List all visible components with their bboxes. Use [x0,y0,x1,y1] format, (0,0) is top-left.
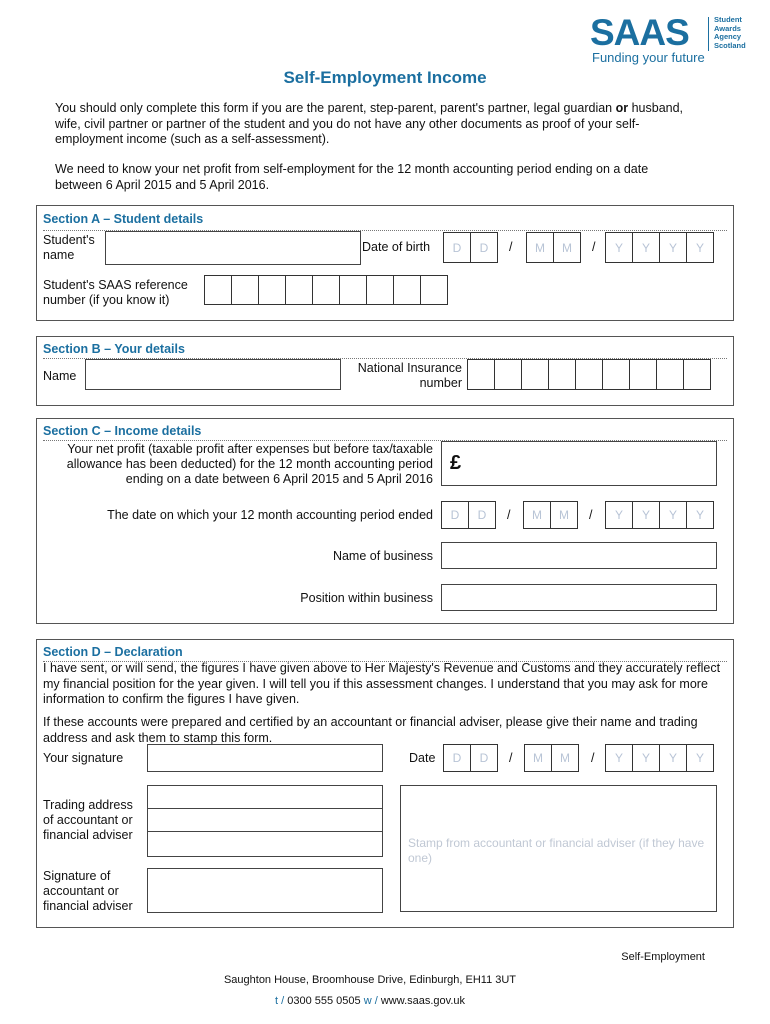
tagline: Funding your future [592,50,705,65]
adviser-signature-input[interactable] [147,868,383,913]
section-c-title: Section C – Income details [43,424,202,438]
trading-address-label: Trading address of accountant or financial adviser [43,798,133,842]
signature-date-day-cells[interactable]: D D [443,744,498,772]
section-c: Section C – Income details Your net profit (taxable profit after expenses but before tax/taxable allowance has been deducted) for the 12 month accounting period ending on a date between 6 April 2015 and 5 April 2016 £ The date on which your 12 month accounting period ended D D / M M / Y Y Y Y Name of business Position within business [36,418,734,624]
intro-paragraph-2: We need to know your net profit from self-employment for the 12 month accounting period ending on a date between 6 April 2015 and 5 April 2016. [55,162,649,192]
business-name-input[interactable] [441,542,717,569]
section-b-title: Section B – Your details [43,342,185,356]
period-end-month-cells[interactable]: M M [523,501,578,529]
stamp-box[interactable] [400,785,717,912]
logo-text: SAAS [590,12,689,53]
dob-year-cells[interactable]: Y Y Y Y [605,232,714,263]
section-d: Section D – Declaration I have sent, or will send, the figures I have given above to Her Majesty's Revenue and Customs and they accurately reflect my financial position for the year given. I will tell you if this assessment changes. I understand that you may ask for more information to confirm the figures I have given. If these accounts were prepared and certified by an accountant or financial adviser, please give their name and trading address and ask them to stamp this form. Your signature Date D D / M M / Y Y Y Y Trading address of accountant or financial adviser Stamp from accountant or financial adviser (if they have one) Signature of accountant or financial adviser [36,639,734,928]
declaration-text: I have sent, or will send, the figures I have given above to Her Majesty's Revenue and Customs and they accurately reflect my financial position for the year given. I will tell you if this assessment changes. I understand that you may ask for more information to confirm the figures I have given. [43,661,721,706]
dob-day-cells[interactable]: D D [443,232,498,263]
footer-form-name: Self-Employment [621,951,705,963]
trading-address-line-1[interactable] [147,785,383,809]
logo-side-text: Student Awards Agency Scotland [714,15,746,50]
position-label: Position within business [300,591,433,605]
saas-ref-cells[interactable] [204,275,448,305]
pound-sign: £ [450,452,462,474]
period-end-day-cells[interactable]: D D [441,501,496,529]
name-label: Name [43,369,77,383]
ni-number-cells[interactable] [467,359,711,390]
saas-logo [590,14,750,66]
trading-address-line-3[interactable] [147,831,383,857]
stamp-placeholder: Stamp from accountant or financial adviser (if they have one) [408,836,705,865]
section-d-title: Section D – Declaration [43,645,183,659]
footer-contact: t / 0300 555 0505 w / www.saas.gov.uk [274,995,466,1007]
trading-address-line-2[interactable] [147,808,383,832]
business-name-label: Name of business [332,549,433,563]
section-a: Section A – Student details Student's name Date of birth D D / M M / Y Y Y Y Student's SAAS reference number (if you know it) [36,205,734,321]
net-profit-label: Your net profit (taxable profit after expenses but before tax/taxable allowance has been deducted) for the 12 month accounting period ending on a date between 6 April 2015 and 5 April 2016 [66,442,433,486]
student-name-label: Student's name [43,233,95,262]
signature-date-year-cells[interactable]: Y Y Y Y [605,744,714,772]
dob-label: Date of birth [362,240,431,254]
your-signature-label: Your signature [43,751,124,765]
section-a-title: Section A – Student details [43,212,204,226]
saas-ref-label: Student's SAAS reference number (if you know it) [43,278,188,307]
dob-month-cells[interactable]: M M [526,232,581,263]
name-input[interactable] [85,359,341,390]
signature-date-month-cells[interactable]: M M [524,744,579,772]
net-profit-input[interactable] [441,441,717,486]
student-name-input[interactable] [105,231,361,265]
page-title: Self-Employment Income [283,68,487,87]
intro-paragraph-1: You should only complete this form if you are the parent, step-parent, parent's partner, legal guardian or husband, wife, civil partner or partner of the student and you do not have any other documents as proof of your self-employment income (such as a self-assessment). [55,101,684,146]
position-input[interactable] [441,584,717,611]
period-end-year-cells[interactable]: Y Y Y Y [605,501,714,529]
footer-website[interactable]: www.saas.gov.uk [380,995,466,1007]
footer-phone: 0300 555 0505 [287,995,361,1007]
period-end-label: The date on which your 12 month accounting period ended [107,508,433,522]
date-label: Date [409,751,436,765]
accountant-note: If these accounts were prepared and certified by an accountant or financial adviser, please give their name and trading address and ask them to stamp this form. [43,715,698,745]
ni-label: National Insurance number [357,361,462,390]
your-signature-input[interactable] [147,744,383,772]
footer-address: Saughton House, Broomhouse Drive, Edinburgh, EH11 3UT [223,974,517,986]
adviser-signature-label: Signature of accountant or financial adviser [43,869,133,913]
section-b [36,336,734,406]
